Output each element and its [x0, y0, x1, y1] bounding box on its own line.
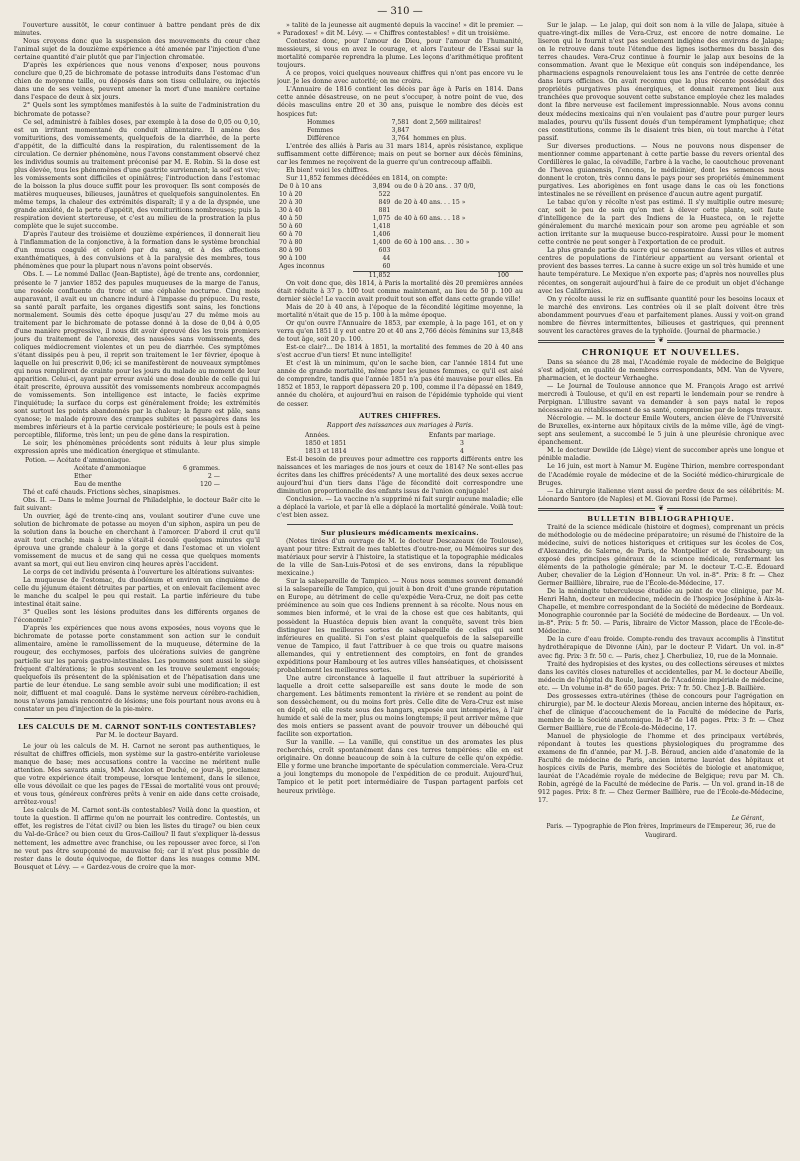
paragraph: Or qu'on ouvre l'Annuaire de 1853, par exemple, à la page 161, et on y verra qu'en 1851 il y eut entre 20 et 40 ans 2,766 décès féminins sur 13,848 de tout âge, soit 20 p. 100. — [277, 320, 523, 344]
column-1-paragraphs — [14, 22, 260, 457]
divider — [287, 524, 513, 525]
age-group — [392, 223, 523, 231]
sex-note: hommes en plus. — [413, 134, 467, 142]
autres-title: AUTRES CHIFFRES. — [359, 411, 441, 420]
paragraph: Et c'est là un minimum, qu'on le sache bien, car l'année 1814 fut une année de grande mortalité, même pour les jeunes femmes, ce qu'il est aisé de comprendre, tandis que l'année 1851 n'a pas été mauvaise pour elles. En 1852 et 1853, le rapport dépassera 20 p. 100, comme il l'a dépassé en 1849, année du choléra, et aujourd'hui en raison de l'épidémie typhoïde qui vient de cesser. — [277, 360, 523, 408]
column-2 — [277, 22, 523, 1154]
paragraph: 2° Quels sont les symptômes manifestés à la suite de l'administration du bichromate de potasse? — [14, 102, 260, 118]
column-3-paragraphs — [538, 22, 784, 336]
paragraph: Sur diverses productions. — Nous ne pouvons nous dispenser de mentionner comme appartenant à cette partie basse du revers oriental des Cordillères le galac, la cévadille, l'arbre à la vache, le caoutchouc provenant de l'hevea guianensis, l'encens, le médicinier, dont les semences nous donnent le croton, très connu dans le pays pour ses propriétés éminemment purgatives. Les aborigènes en font usage dans le cas où les fonctions intestinales ne se réveillent en présence d'aucun autre agent purgatif. — [538, 142, 784, 198]
age-row — [277, 239, 523, 247]
age-pct-total: 100 — [392, 271, 523, 280]
paragraph: De la méningite tuberculeuse étudiée au point de vue clinique, par M. Henri Hahn, docteur en médecine, médecin de l'hospice Joséphine à Aix-la-Chapelle, et membre correspondant de la Société de médecine de Bordeaux. Monographie couronnée par la Société de médecine de Bordeaux. — Un vol. in-8°. Prix: 5 fr. 50. — Paris, libraire de Victor Masson, place de l'École-de-Médecine. — [538, 588, 784, 636]
age-count: 881 — [378, 206, 391, 214]
page-number: — 310 — — [377, 6, 423, 17]
paragraph: Traité des hydropisies et des kystes, ou des collections séreuses et mixtes dans les cavités closes naturelles et accidentelles, par M. le docteur Abeille, médecin de l'hôpital du Roule, lauréat de l'Académie impériale de médecine, etc. — Un volume in-8° de 650 pages. Prix: 7 fr. 50. Chez J.-B. Baillière. — [538, 660, 784, 692]
paragraph: Contestez donc, pour l'amour de Dieu, pour l'amour de l'humanité, messieurs, si vous en avez le courage, et alors l'auteur de l'Essai sur la mortalité comparée reprendra la plume. Les leçons d'arithmétique profitent toujours. — [277, 38, 523, 70]
paragraph: Mais de 20 à 40 ans, à l'époque de la fécondité légitime moyenne, la mortalité n'était que de 15 p. 100 à la même époque. — [277, 303, 523, 319]
paragraph: Un ouvrier, âgé de trente-cinq ans, voulant soutirer d'une cuve une solution de bichromate de potasse au moyen d'un siphon, aspira un peu de la solution dans la bouche en cherchant à l'amorcer. D'abord il crut qu'il avait tout craché; mais à peine s'était-il écoulé quelques minutes qu'il éprouva une grande chaleur à la gorge et dans l'estomac et un violent vomissement de mucus et de sang qui ne cessa que quelques moments avant sa mort, qui eut lieu environ cinq heures après l'accident. — [14, 512, 260, 568]
births-header — [277, 432, 523, 440]
age-total-row — [277, 271, 523, 280]
paragraph: Des grossesses extra-utérines (thèse de concours pour l'agrégation en chirurgie), par M. le docteur Alexis Moreau, ancien interne des hôpitaux, ex-chef de clinique d'accouchement de la Faculté de médecine de Paris, membre de la Société anatomique. In-8° de 148 pages. Prix: 3 fr. — Chez Germer Baillière, rue de l'École-de-Médecine, 17. — [538, 692, 784, 732]
paragraph: Dans sa séance du 28 mai, l'Académie royale de médecine de Belgique s'est adjoint, en qualité de membres correspondants, MM. Van de Vyvere, pharmacien, et le docteur Verhaeghe. — [538, 358, 784, 382]
potion-label: Potion. — Acétate d'ammoniaque. — [25, 456, 131, 464]
births-value: 3 — [460, 439, 464, 447]
age-row — [277, 231, 523, 239]
paragraph: Conclusion. — La vaccine n'a supprimé ni fait surgir aucune maladie; elle a déplacé la variole, et par là elle a déplacé la mortalité générale. Voilà tout: c'est bien assez. — [277, 495, 523, 519]
age-range: Ages inconnus — [279, 263, 325, 271]
age-count: 3,894 — [372, 182, 391, 190]
paragraph: Sur 11,852 femmes décédées en 1814, on compte: — [286, 174, 448, 182]
paragraph: Obs. I. — Le nommé Dallac (Jean-Baptiste), âgé de trente ans, cordonnier, présente le 7 janvier 1852 des papules muqueuses de la marge de l'anus, une roséole confluente du tronc et une céphalée nocturne. Cinq mois auparavant, il avait eu un chancre induré à l'impasse du prépuce. Du reste, sa santé paraît parfaite, les organes digestifs sont sains, les fonctions normalement. Soumis dès cette époque jusqu'au 27 du même mois au traitement par le bichromate de potasse donné à la dose de 0,04 à 0,05 d'une manière progressive, il nous dit avoir éprouvé dès les trois premiers jours du traitement de l'anorexie, des nausées sans vomissements, des coliques médiocrement violentes et un peu de diarrhée. Ces symptômes s'étant dissipés peu à peu, il reprit son traitement le 1er février, époque à laquelle on lui prescrivit 0,06; ici se manifestèrent de nouveaux symptômes qui nous remplirent de crainte pour les jours du malade au moment de leur apparition. Celui-ci, ayant par erreur avalé une dose double de celle qui lui était prescrite, éprouva aussitôt des vomissements nombreux accompagnés de vomissements. Son intelligence est intacte, le faciès exprime l'inquiétude; la surface du corps est généralement froide; les extrémités sont surtout les points abandonnés par la chaleur; la figure est pâle, sans cyanose; le malade éprouve des crampes subites et passagères dans les membres inférieurs et à la partie cervicale postérieure; le pouls est à peine perceptible, filiforme, très lent; un peu de gêne dans la respiration. — [14, 271, 260, 440]
paragraph: l'ouverture aussitôt, le cœur continuer à battre pendant près de dix minutes. — [14, 22, 260, 38]
autres-subtitle: Rapport des naissances aux mariages à Paris. — [326, 421, 474, 429]
ornament-icon: ❦ — [655, 336, 667, 344]
age-group — [392, 207, 523, 215]
column-1-paragraphs-2 — [14, 497, 260, 714]
sex-value: 7,581 — [391, 118, 410, 126]
age-range: 50 à 60 — [279, 222, 303, 230]
article-title: LES CALCULS DE M. CARNOT SONT-ILS CONTESTABLES? — [17, 722, 257, 731]
age-count: 60 — [382, 262, 391, 270]
paragraph: On y récolte aussi le riz en suffisante quantité pour les besoins locaux et le marché des environs. Les contrées où il se plaît doivent être très abondamment pourvues d'eau et parfaitement planes. Aussi y voit-on grand nombre de fièvres intermittentes, bilieuses et gastriques, qui prennent souvent les caractères graves de la typhoïde. (Journal de pharmacie.) — [538, 295, 784, 335]
age-row — [277, 263, 523, 272]
potion-quantity: 6 grammes. — [182, 464, 220, 472]
ornamental-rule — [538, 503, 784, 512]
age-range: 60 à 70 — [279, 230, 303, 238]
paragraph: La plus grande partie du sucre qui se consomme dans les villes et autres centres de populations de l'intérieur appartient au versant oriental et provient des basses terres. La canne à sucre exige un sol très humide et une haute température. Le Mexique n'en exporte pas; d'après nos nouvelles plus récentes, on songerait aujourd'hui à faire de ce produit un objet d'échange avec les Californies. — [538, 247, 784, 295]
column-2-paragraphs-4 — [277, 456, 523, 520]
column-2-paragraphs-2 — [277, 143, 523, 183]
footer — [538, 815, 784, 839]
age-group — [392, 231, 523, 239]
paragraph: Une autre circonstance à laquelle il faut attribuer la supériorité à laquelle a droit cette salsepareille est sans doute le mode de son chargement. Les bâtiments remontent la rivière et se rendent au point de son dessèchement, ou du moins fort près. Celle dite de Vera-Cruz est mise en dépôt, où elle reste sous des hangars, exposée aux intempéries, à l'air humide et salé de la mer, plus ou moins longtemps; il peut arriver même que des mois entiers se passent avant de pouvoir trouver un débouché qui facilite son exportation. — [277, 674, 523, 739]
paragraph: — Le Journal de Toulouse annonce que M. François Arago est arrivé mercredi à Toulouse, et qu'il en est reparti le lendemain pour se rendre à Perpignan. L'illustre savant va demander à son pays natal le repos nécessaire au rétablissement de sa santé, compromise par de longs travaux. — [538, 383, 784, 415]
potion-ingredient: Acétate d'ammoniaque — [74, 464, 146, 472]
age-group: ou de 0 à 20 ans. . 37 0/0, — [394, 182, 476, 190]
paragraph: Manuel de physiologie de l'homme et des principaux vertébrés, répondant à toutes les questions physiologiques du programme des examens de fin d'année, par M. J.-B. Béraud, ancien aide d'anatomie de la Faculté de médecine de Paris, ancien interne lauréat des hôpitaux et hospices civils de Paris, membre des Sociétés de biologie et anatomique, lauréat de l'Académie royale de médecine de Belgique; revu par M. Ch. Robin, agrégé de la Faculté de médecine de Paris. — Un vol. grand in-18 de 912 pages. Prix: 8 fr. — Chez Germer Baillière, rue de l'École-de-Médecine, 17. — [538, 732, 784, 805]
age-row — [277, 199, 523, 207]
paragraph: Ce sel, administré à faibles doses, par exemple à la dose de 0,05 ou 0,10, est un irritant momentané du conduit alimentaire. Il amène des vomituritions, des vomissements, quelquefois de la diarrhée, de la perte d'appétit, de la difficulté dans la respiration, du ralentissement de la circulation. Ce dernier phénomène, nous l'avons constamment observé chez les individus soumis au traitement préconisé par M. E. Robin. Si la dose est plus élevée, tous les phénomènes d'une gastrite surviennent; la soif est vive; les vomissements sont difficiles et opiniâtres; l'introduction dans l'estomac de la boisson la plus douce suffit pour les provoquer. Ils sont composés de matières muqueuses, bilieuses, jaunâtres et quelquefois sanguinolentes. En même temps, la chaleur des extrémités disparaît; il y a de la dyspnée, une grande anxiété, de la perte d'appétit, des vomituritions nombreuses; puis la respiration devient stertoreuse, et c'est au milieu de la prostration la plus complète que le sujet succombe. — [14, 118, 260, 231]
paragraph: 3° Quelles sont les lésions produites dans les différents organes de l'économie? — [14, 609, 260, 625]
paragraph: D'après les expériences que nous avons exposées, nous voyons que le bichromate de potasse porte constamment son action sur le conduit alimentaire, amène le ramollissement de la muqueuse, détermine de la rougeur, des ecchymoses, parfois des ulcérations suivies de gangrène partielle sur les parois gastro-intestinales. Les poumons sont aussi le siège fréquent d'altérations; le plus souvent on les trouve seulement engoués; quelquefois ils présentent de la splénisation et de l'hépatisation dans une partie de leur étendue. Le sang semble avoir subi une modification; il est noir, diffluent et mal coagulé. Dans le système nerveux cérébro-rachidien, nous n'avons jamais rencontré de lésions; une fois pourtant nous avons eu à constater un peu d'injection de la pie-mère. — [14, 625, 260, 713]
paragraph: Le jour où les calculs de M. H. Carnot ne seront pas authentiques, le résultat de chiffres officiels, mon système sur la gastro-entérite varioleuse manque de base; mes accusations contre la vaccine ne méritent nulle attention. Mes savants amis, MM. Ancelon et Duché, ce jour-là, proclamez que votre expérience était trompeuse, lorsque lentement, dans le silence, elle vous dévoilait ce que les pages de l'Essai de mortalité vous ont prouvé; et vous tous, généreux confrères prêts à venir en aide dans cette croisade, arrêtez-vous! — [14, 742, 260, 807]
column-3-paragraphs-3 — [538, 524, 784, 806]
age-row — [277, 183, 523, 191]
age-group: de 20 à 40 ans. . . 15 » — [394, 198, 466, 206]
age-range: 10 à 20 — [279, 190, 303, 198]
age-row — [277, 247, 523, 255]
ornament-icon: ❦ — [655, 504, 667, 512]
paragraph: Sur la vanille. — La vanille, qui constitue un des aromates les plus recherchés, croît spontanément dans ces terres tempérées: elle en est originaire. On donne beaucoup de soin à la culture de celle qu'on expédie. Elle y forme une branche importante de spéculation commerciale. Vera-Cruz a joui longtemps du monopole de l'expédition de ce produit. Aujourd'hui, Tampico et le petit port intermédiaire de Tuspan partagent parfois cet heureux privilège. — [277, 739, 523, 795]
age-group — [392, 247, 523, 255]
age-range: De 0 à 10 ans — [279, 182, 322, 190]
paragraph: » talité de la jeunesse ait augmenté depuis la vaccine! » dit le premier. — « Paradoxes! » dit M. Lévy. — « Chiffres contestables! » dit un troisième. — [277, 22, 523, 38]
sex-row — [277, 135, 523, 143]
potion-note: Thé et café chauds. Frictions sèches, sinapismes. — [23, 488, 181, 496]
age-row — [277, 207, 523, 215]
age-count: 1,418 — [372, 222, 391, 230]
column-3 — [538, 22, 784, 1154]
age-count: 522 — [378, 190, 391, 198]
age-row — [277, 191, 523, 199]
biblio-title: BULLETIN BIBLIOGRAPHIQUE. — [587, 514, 735, 523]
age-group — [392, 191, 523, 199]
paragraph: Les calculs de M. Carnot sont-ils contestables? Voilà donc la question, et toute la question. Il affirme qu'on ne pourrait les contredire. Contestés, un effet, les registres de l'état civil? ou bien les listes du tirage? ou bien ceux du Val-de-Grâce? ou bien ceux du Gros-Caillou? Il faut s'expliquer là-dessus nettement, les admettre avec franchise, ou les repousser avec force, si l'on ne veut pas être soupçonné de mauvaise foi; car il n'est plus possible de rester dans le doute équivoque, de flotter dans les nuages comme MM. Bousquet et Lévy. — « Gardez-vous de croire que la mor- — [14, 807, 260, 871]
age-row — [277, 223, 523, 231]
potion-row — [14, 481, 260, 489]
paragraph: Nécrologie. — M. le docteur Emile Wouters, ancien élève de l'Université de Bruxelles, ex-interne aux hôpitaux civils de la même ville, âgé de vingt-sept ans seulement, a succombé le 5 juin à une pleurésie chronique avec épanchement. — [538, 415, 784, 447]
births-years: 1850 et 1851 — [305, 439, 347, 447]
age-group: de 40 à 60 ans. . . 18 » — [394, 214, 466, 222]
potion-quantity: 2 — — [207, 472, 220, 480]
sex-label: Différence — [307, 134, 340, 142]
potion-row — [14, 465, 260, 473]
potion-row — [14, 473, 260, 481]
sex-row — [277, 119, 523, 127]
sex-label: Hommes — [307, 118, 335, 126]
column-2-paragraphs-5 — [277, 538, 523, 796]
paragraph: Le corps de cet individu présenta à l'ouverture les altérations suivantes: — [23, 569, 255, 576]
column-2-paragraphs — [277, 22, 523, 119]
sex-value: 3,764 — [391, 134, 410, 142]
births-header-years: Années. — [305, 431, 330, 439]
paragraph: De la cure d'eau froide. Compte-rendu des travaux accomplis à l'institut hydrothérapique de Divonne (Ain), par le docteur P. Vidart. Un vol. in-8° avec fig. Prix: 3 fr. 50 c. — Paris, chez J. Cherbuliez, 10, rue de la Monnaie. — [538, 636, 784, 660]
paragraph: Le tabac qu'on y récolte n'est pas estimé. Il s'y multiplie outre mesure; car, soit le peu de soin qu'on met à élever cette plante, soit faute d'intelligence de la part des Indiens de la Huasteca, on le rejette généralement du marché mexicain pour son arome peu agréable et son action irritante sur la muqueuse bucco-respiratoire. Aussi pour le moment cette contrée ne peut songer à l'exportation de ce produit. — [538, 199, 784, 247]
paragraph: L'Annuaire de 1816 contient les décès par âge à Paris en 1814. Dans cette année désastreuse, on ne peut s'occuper, à notre point de vue, des décès masculins entre 20 et 30 ans, puisque le nombre des décès est hospices fut: — [277, 86, 523, 118]
paragraph: Traité de la science médicale (histoire et dogmes), comprenant un précis de méthodologie ou de médecine préparatoire; un résumé de l'histoire de la médecine, suivi de notices historiques et critiques sur les écoles de Cos, d'Alexandrie, de Salerne, de Paris, de Montpellier et de Strasbourg; un exposé des principes généraux de la science médicale, renfermant les éléments de la pathologie générale; par M. le docteur T.-C.-E. Édouard Auber, chevalier de la Légion d'Honneur. Un vol. in-8°. Prix: 8 fr. — Chez Germer Baillière, libraire, rue de l'École-de-Médecine, 17. — [538, 523, 784, 588]
age-count: 1,075 — [372, 214, 391, 222]
age-range: 40 à 50 — [279, 214, 303, 222]
sex-note — [411, 127, 523, 135]
paragraph: A ce propos, voici quelques nouveaux chiffres qui n'ont pas encore vu le jour. Je les donne avec autorité; on me croira. — [277, 70, 523, 86]
column-1-paragraphs-3 — [14, 743, 260, 872]
column-2-paragraphs-3 — [277, 280, 523, 409]
paragraph: Est-il besoin de preuves pour admettre ces rapports différents entre les naissances et les mariages de nos jours et ceux de 1814? Ne sont-elles pas écrites dans les chiffres précédents? A une mortalité des deux sexes accrue aujourd'hui d'un tiers dans l'âge de fécondité doit correspondre une diminution proportionnelle des enfants issus de l'union conjugale! — [277, 455, 523, 495]
age-group — [392, 255, 523, 263]
article-byline: Par M. le docteur Bayard. — [95, 731, 179, 739]
age-count: 1,406 — [372, 230, 391, 238]
age-total: 11,852 — [353, 271, 392, 280]
sex-note: dont 2,569 militaires! — [413, 118, 482, 126]
age-count: 44 — [382, 254, 391, 262]
paragraph: Le soir, les phénomènes précédents sont réduits à leur plus simple expression après une médication énergique et stimulante. — [14, 440, 260, 456]
age-total-spacer — [277, 271, 353, 280]
paragraph: Eh bien! voici les chiffres. — [286, 166, 369, 174]
paragraph: Le 16 juin, est mort à Namur M. Eugène Thirion, membre correspondant de l'Académie royale de médecine et de la Société médico-chirurgicale de Bruges. — [538, 463, 784, 487]
paragraph: D'après les expériences que nous venons d'exposer, nous pouvons conclure que 0,25 de bichromate de potasse introduits dans l'estomac d'un chien de moyenne taille, ou déposés dans son tissu cellulaire, ou injectés dans une de ses veines, peuvent amener la mort d'une manière certaine dans l'espace de deux à six jours. — [14, 62, 260, 102]
sex-label: Femmes — [307, 126, 334, 134]
potion-ingredient: Eau de menthe — [74, 480, 122, 488]
ornamental-rule — [538, 335, 784, 344]
column-1 — [14, 22, 260, 1154]
potion-header — [14, 457, 260, 465]
births-header-children: Enfants par mariage. — [428, 431, 496, 439]
paragraph: D'après l'auteur des troisième et douzième expériences, il donnerait lieu à l'inflammation de la conjonctive, à la formation dans le système bronchial d'un mucus coagulé et coloré par du sang, et à des affections exanthématiques, à des convulsions et à la paralysie des membres, tous phénomènes que pour la plupart nous n'avons point observés. — [14, 231, 260, 271]
potion-quantity: 120 — — [200, 480, 220, 488]
age-count: 603 — [378, 246, 391, 254]
age-table — [277, 183, 523, 280]
paragraph: On voit donc que, dès 1814, à Paris la mortalité dès 20 premières années était réduite à 37 p. 100 tout comme maintenant, au lieu de 50 p. 100 au dernier siècle! Le vaccin avait produit tout son effet dans cette grande ville! — [277, 279, 523, 303]
age-row — [277, 255, 523, 263]
age-range: 70 à 80 — [279, 238, 303, 246]
births-years: 1813 et 1814 — [305, 447, 347, 455]
chronique-title: CHRONIQUE ET NOUVELLES. — [581, 346, 741, 357]
paragraph: Est-ce clair?... De 1814 à 1851, la mortalité des femmes de 20 à 40 ans s'est accrue d'un tiers! Et nunc intelligite! — [277, 344, 523, 360]
paragraph: Obs. II. — Dans le même Journal de Philadelphie, le docteur Baër cite le fait suivant: — [14, 496, 260, 512]
sex-table — [277, 119, 523, 143]
births-table — [277, 432, 523, 456]
births-value: 4 — [460, 447, 464, 455]
column-3-paragraphs-2 — [538, 359, 784, 504]
sex-value: 3,847 — [391, 126, 410, 134]
births-row — [277, 448, 523, 456]
age-range: 20 à 30 — [279, 198, 303, 206]
age-range: 30 à 40 — [279, 206, 303, 214]
printer-line: Paris. — Typographie de Plon frères, Imprimeurs de l'Empereur, 36, rue de Vaugirard. — [546, 823, 776, 839]
paragraph: (Notes tirées d'un ouvrage de M. le docteur Descazeaux (de Toulouse), ayant pour titre: Extrait de mes tablettes d'outre-mer, ou Mémoires sur des matériaux pour servir à l'histoire, la statistique et la topographie médicales de la ville de San-Luis-Potosi et de ses environs, dans la république mexicaine.) — [277, 538, 523, 578]
age-range: 90 à 100 — [279, 254, 307, 262]
age-group: de 60 à 100 ans. . . 30 » — [394, 238, 470, 246]
paragraph: Sur le jalap. — Le jalap, qui doit son nom à la ville de Jalapa, située à quatre-vingt-dix milles de Vera-Cruz, est encore de notre domaine. Le liseron qui le fournit n'est pas seulement indigène des environs de Jalapa; on le retrouve dans toute l'étendue des lignes isothermes du bassin des terres chaudes. Vera-Cruz continue à fournir le jalap aux besoins de la consommation. Avant que le Mexique eût conquis son indépendance, les pharmaciens espagnols renouvelaient tous les ans l'entrée de cette denrée dans leurs officines. On avait reconnu que la plus récente possédait des propriétés purgatives plus énergiques, et donnait rarement lieu aux tranchées que provoque souvent cette substance employée chez les malades dont la fibre nerveuse est facilement impressionnable. Nous avons connu deux médecins mexicains qui n'en voulaient pas d'autre pour purger leurs malades, pourvu qu'ils fussent doués d'un tempérament lymphatique; chez ces constitutions, comme ils le disaient très bien, où tout marche à l'état passif. — [538, 22, 784, 142]
age-group — [392, 263, 523, 272]
age-row — [277, 215, 523, 223]
age-count: 849 — [378, 198, 391, 206]
paragraph: L'entrée des alliés à Paris au 31 mars 1814, après résistance, explique suffisamment cette différence; mais on peut se borner aux décès féminins, car les femmes ne reçoivent de la guerre qu'un contrecoup affaibli. — [277, 142, 523, 166]
signature: Le Gérant, — [731, 815, 764, 823]
potion-ingredient: Ether — [74, 472, 92, 480]
sex-row — [277, 127, 523, 135]
age-range: 80 à 90 — [279, 246, 303, 254]
paragraph: M. le docteur Dewilde (de Liège) vient de succomber après une longue et pénible maladie. — [538, 447, 784, 463]
paragraph: Nous croyons donc que la suspension des mouvements du cœur chez l'animal sujet de la douzième expérience a été amenée par l'injection d'une certaine quantité d'air plutôt que par l'injection chromatée. — [14, 38, 260, 62]
births-row — [277, 440, 523, 448]
age-count: 1,400 — [372, 238, 391, 246]
paragraph: Sur la salsepareille de Tampico. — Nous nous sommes souvent demandé si la salsepareille de Tampico, qui jouit à bon droit d'une grande réputation en Europe, au détriment de celle qu'expédie Vera-Cruz, ne doit pas cette prééminence au soin que ces Indiens prennent à sa récolte. Nous nous en sommes bien informé, et le vrai de la chose est que ces habitants, qui possèdent la Huastéca depuis bien avant la conquête, savent très bien distinguer les meilleures sortes de salsepareille de celles qui sont inférieures en qualité. Si l'on s'est plaint quelquefois de la salsepareille venue de Tampico, il faut l'attribuer à ce que trois ou quatre maisons allemandes, qui y entretiennent des comptoirs, en font de grandes expéditions pour Hambourg et les autres villes hanséatiques, et choisissent probablement les meilleures sortes. — [277, 578, 523, 674]
med-title: Sur plusieurs médicaments mexicains. — [321, 529, 479, 538]
paragraph: La muqueuse de l'estomac, du duodénum et environ un cinquième de celle du jéjunum étaient détruites par parties, et on enlevait facilement avec le manche du scalpel le peu qui restait. La partie inférieure du tube intestinal était saine. — [14, 577, 260, 609]
potion-table — [14, 457, 260, 489]
divider — [24, 718, 250, 719]
paragraph: — La chirurgie italienne vient aussi de perdre deux de ses célébrités: M. Léonardo Santoro (de Naples) et M. Giovani Rossi (de Parme). — [538, 487, 784, 503]
